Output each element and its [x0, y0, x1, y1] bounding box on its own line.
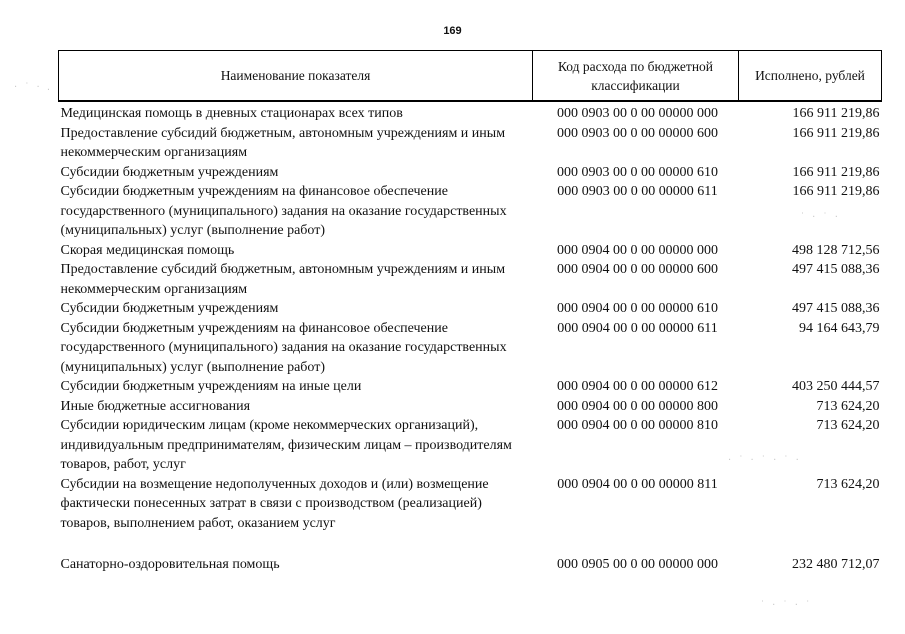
row-code: 000 0904 00 0 00 00000 811 [557, 476, 718, 492]
row-code: 000 0904 00 0 00 00000 612 [557, 379, 718, 394]
row-amount: 166 911 219,86 [792, 184, 880, 199]
table-row [59, 124, 882, 163]
table-row [59, 475, 882, 534]
row-name: Субсидии юридическим лицам (кроме некоммерческих организаций), индивидуальным предпринимателям, физическим лицам – производителям товаров, работ, услуг [60, 418, 512, 472]
table-row [59, 299, 882, 319]
row-code: 000 0904 00 0 00 00000 611 [557, 320, 718, 336]
row-amount: 713 624,20 [816, 398, 880, 414]
scan-noise: · ˙ · ˙ · ˙ · [728, 455, 801, 466]
header-budget-code: Код расхода по бюджетной классификации [533, 51, 739, 102]
table-row [59, 260, 882, 299]
row-amount: 713 624,20 [816, 476, 880, 492]
budget-execution-table [58, 50, 882, 575]
table-row [59, 397, 882, 417]
row-name: Субсидии бюджетным учреждениям [60, 164, 279, 180]
row-code: 000 0904 00 0 00 00000 600 [557, 262, 718, 277]
row-code: 000 0903 00 0 00 00000 600 [557, 125, 718, 141]
row-code: 000 0905 00 0 00 00000 000 [557, 557, 718, 572]
row-name: Субсидии бюджетным учреждениям на иные цели [60, 379, 362, 394]
row-code: 000 0904 00 0 00 00000 800 [557, 398, 718, 414]
row-code: 000 0903 00 0 00 00000 610 [557, 164, 718, 180]
scan-noise: · ˙ · . [14, 82, 53, 93]
row-code: 000 0903 00 0 00 00000 611 [557, 184, 718, 199]
row-amount: 713 624,20 [816, 418, 880, 433]
row-amount: 497 415 088,36 [792, 262, 880, 277]
spacer-cell [59, 533, 533, 555]
row-amount: 166 911 219,86 [792, 106, 880, 121]
row-amount: 497 415 088,36 [792, 301, 880, 316]
row-code: 000 0904 00 0 00 00000 610 [557, 301, 718, 316]
row-amount: 498 128 712,56 [792, 242, 880, 258]
row-code: 000 0903 00 0 00 00000 000 [557, 106, 718, 121]
row-name: Иные бюджетные ассигнования [60, 398, 251, 414]
row-amount: 403 250 444,57 [792, 379, 880, 394]
row-name: Субсидии бюджетным учреждениям на финансовое обеспечение государственного (муниципального) задания на оказание государственных (муниципальных) услуг (выполнение работ) [60, 184, 507, 238]
row-amount: 232 480 712,07 [792, 557, 880, 572]
row-code: 000 0904 00 0 00 00000 810 [557, 418, 718, 433]
row-name: Санаторно-оздоровительная помощь [60, 557, 280, 572]
row-code: 000 0904 00 0 00 00000 000 [557, 242, 718, 258]
row-name: Медицинская помощь в дневных стационарах всех типов [60, 106, 403, 121]
table-row [59, 182, 882, 241]
row-name: Субсидии бюджетным учреждениям на финансовое обеспечение государственного (муниципального) задания на оказание государственных (муниципальных) услуг (выполнение работ) [60, 320, 507, 375]
table-row [59, 163, 882, 183]
row-amount: 166 911 219,86 [792, 164, 880, 180]
header-row [59, 51, 882, 102]
scan-noise: ˙ · ˙ · [800, 212, 840, 223]
table-row [59, 555, 882, 575]
header-indicator-name: Наименование показателя [59, 51, 533, 102]
table-row [59, 101, 882, 124]
table-row [59, 319, 882, 378]
table-body [59, 101, 882, 575]
table-row [59, 241, 882, 261]
table-row [59, 377, 882, 397]
scan-noise: ˙ · ˙ · ˙ [760, 600, 813, 611]
spacer-cell [533, 533, 739, 555]
row-amount: 94 164 643,79 [799, 320, 880, 336]
spacer-cell [739, 533, 882, 555]
table-header [59, 51, 882, 102]
row-name: Предоставление субсидий бюджетным, автономным учреждениям и иным некоммерческим организациям [60, 125, 506, 160]
page-number: 169 [443, 25, 462, 37]
header-executed-amount: Исполнено, рублей [739, 51, 882, 102]
row-name: Субсидии бюджетным учреждениям [60, 301, 279, 316]
row-name: Предоставление субсидий бюджетным, автономным учреждениям и иным некоммерческим организациям [60, 262, 506, 297]
row-name: Скорая медицинская помощь [60, 242, 235, 258]
row-amount: 166 911 219,86 [792, 125, 880, 141]
row-name: Субсидии на возмещение недополученных доходов и (или) возмещение фактически понесенных затрат в связи с производством (реализацией) товаров, выполнением работ, оказанием услуг [60, 476, 489, 531]
row-spacer [59, 533, 882, 555]
